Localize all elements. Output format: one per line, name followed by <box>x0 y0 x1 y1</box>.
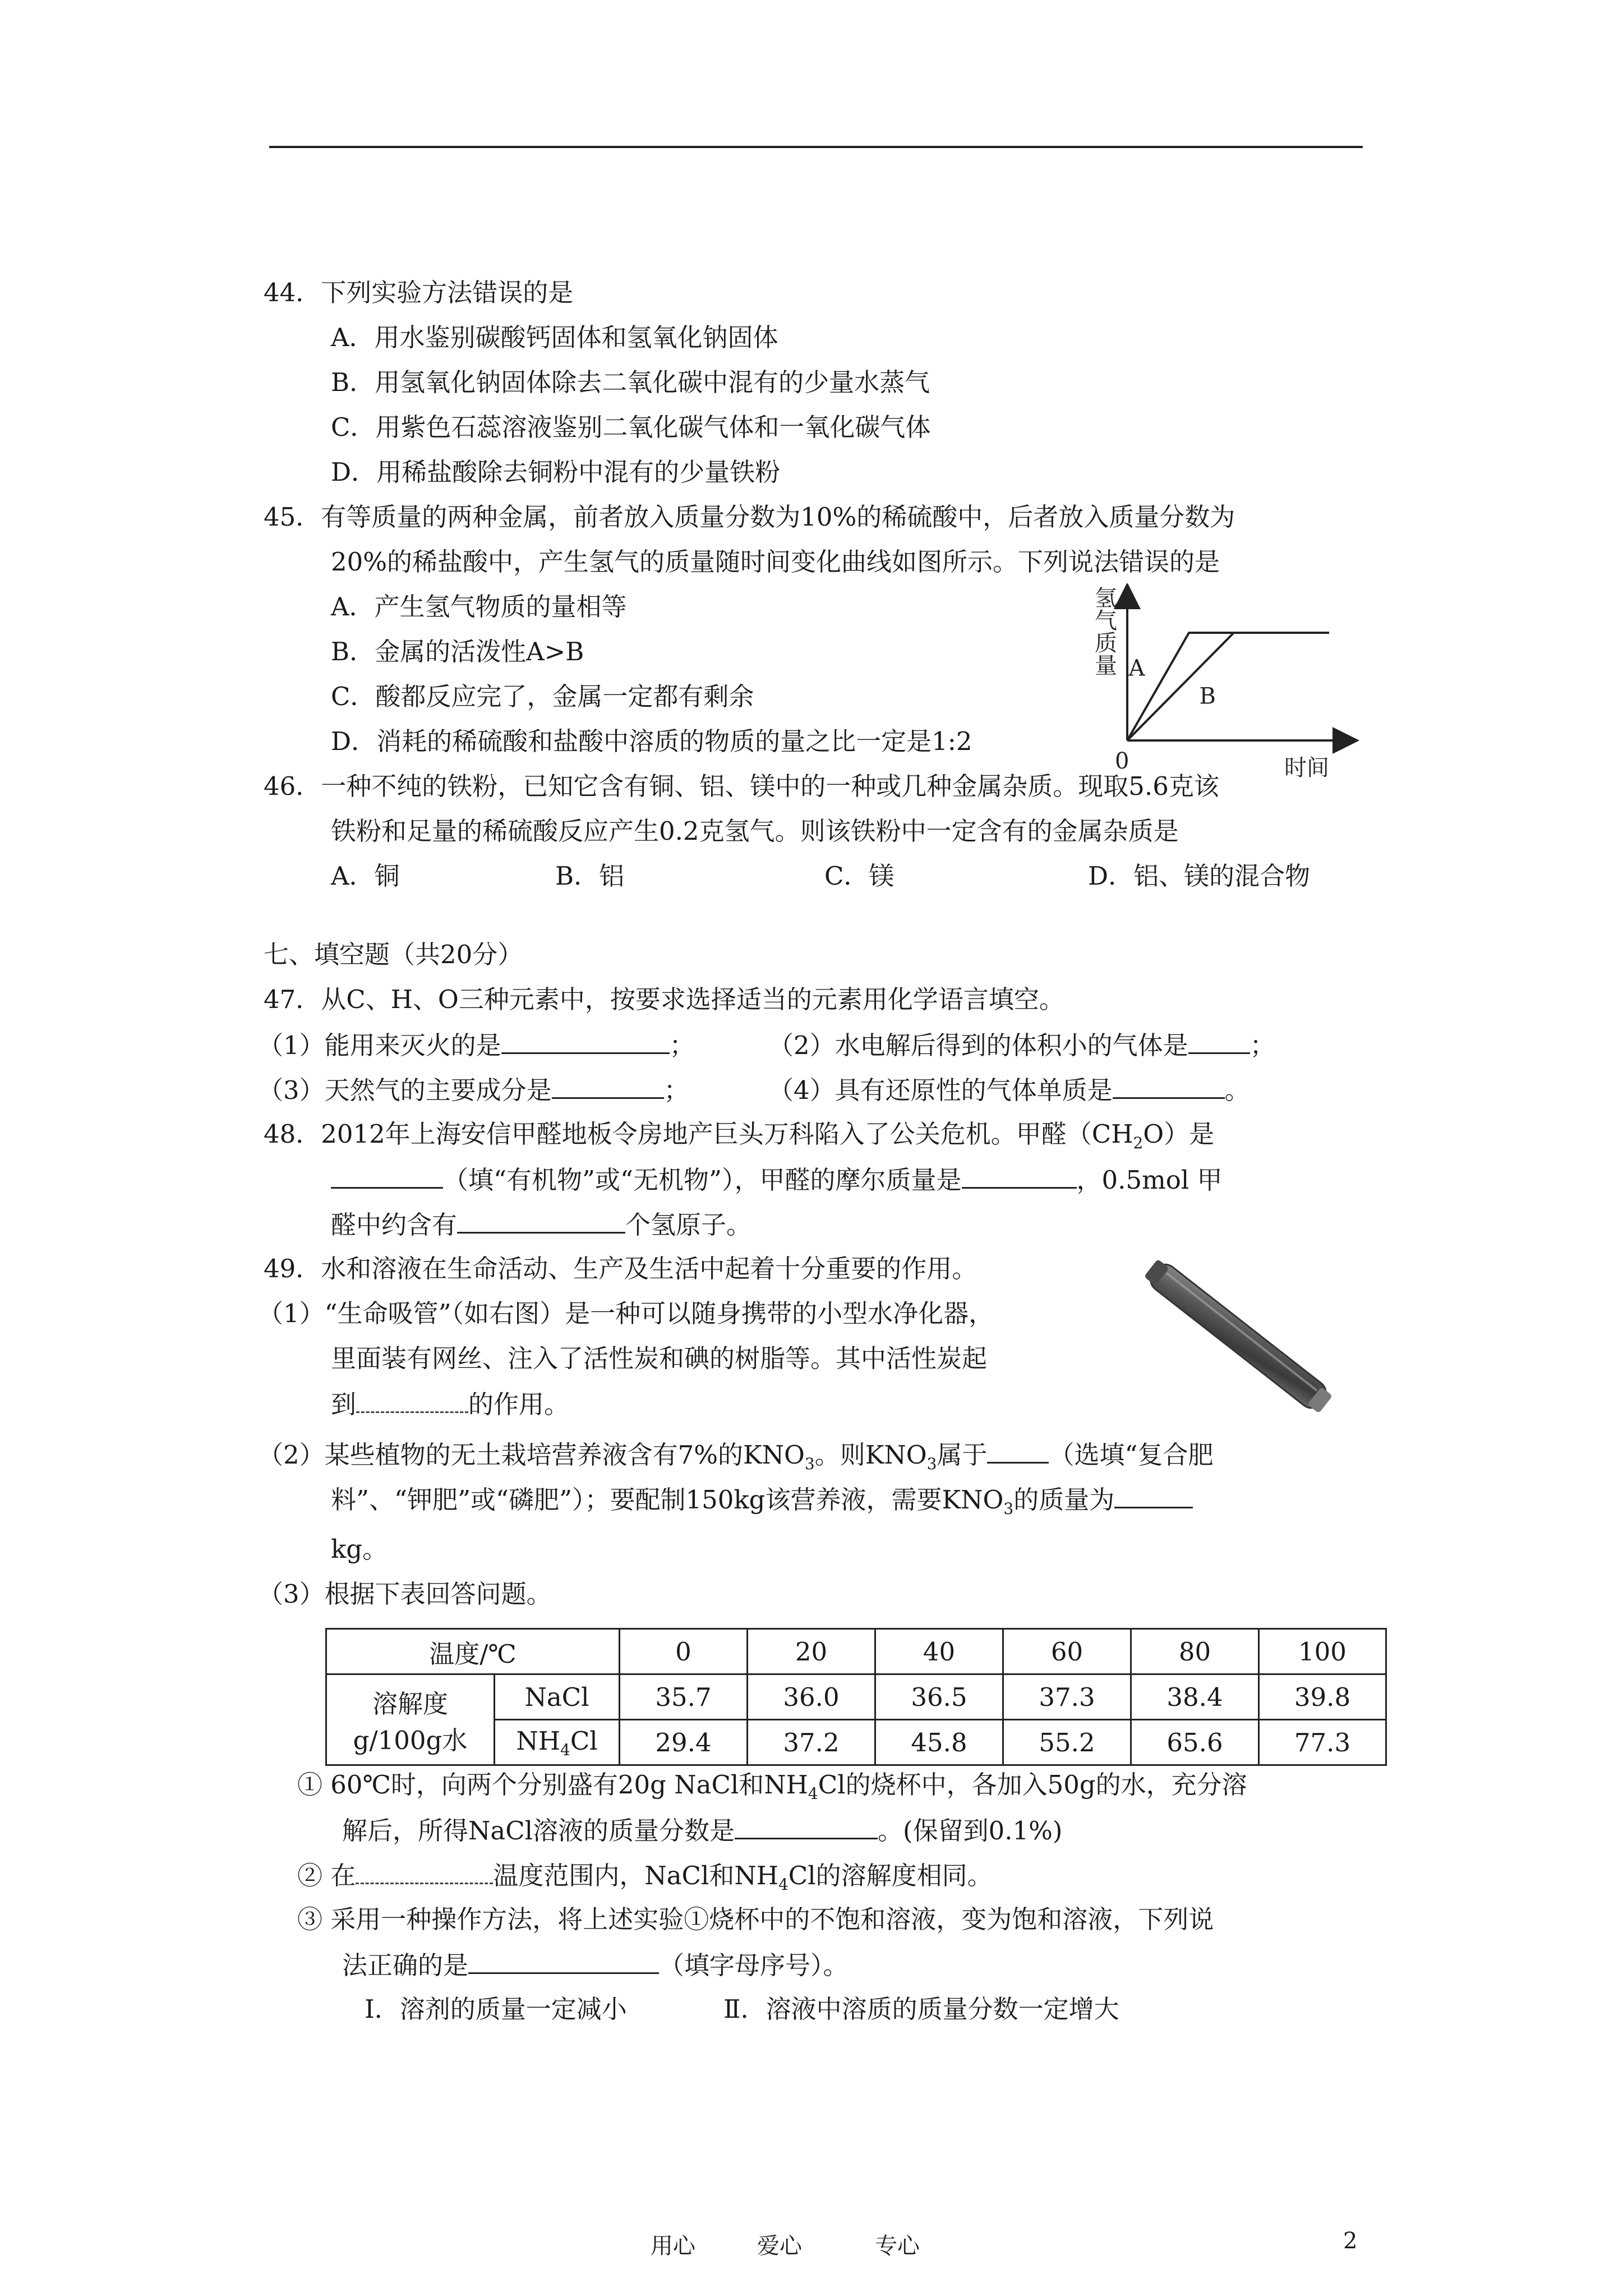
q47-blank-1[interactable] <box>501 1028 670 1054</box>
q49-c3-option-1: Ⅰ．溶剂的质量一定减小 <box>365 1994 627 2024</box>
q49-part1-line2: 里面装有网丝、注入了活性炭和碘的树脂等。其中活性炭起 <box>331 1343 988 1373</box>
table-cell: 60 <box>1003 1629 1131 1674</box>
table-cell: 45.8 <box>875 1720 1003 1765</box>
q45-stem-line1: 45．有等质量的两种金属，前者放入质量分数为10%的稀硫酸中，后者放入质量分数为 <box>264 502 1235 532</box>
table-header-row <box>326 1629 1386 1674</box>
q49-stem: 49．水和溶液在生命活动、生产及生活中起着十分重要的作用。 <box>264 1254 978 1283</box>
solubility-table-wrap <box>325 1628 1387 1766</box>
q46-option-b: B．铝 <box>555 861 625 891</box>
series-label-A: A <box>1128 655 1145 682</box>
table-cell: 38.4 <box>1131 1674 1259 1720</box>
q45-option-d: D．消耗的稀硫酸和盐酸中溶质的物质的量之比一定是1:2 <box>331 726 972 756</box>
q49-blank-2[interactable] <box>987 1437 1049 1464</box>
q47-part2: （2）水电解后得到的体积小的气体是 ； <box>768 1028 1275 1062</box>
q45-option-a: A．产生氢气物质的量相等 <box>331 592 627 622</box>
footer-text-2: 爱心 <box>757 2233 802 2259</box>
q46-option-c: C．镁 <box>824 861 895 891</box>
solubility-table <box>325 1628 1387 1766</box>
q44-stem: 44．下列实验方法错误的是 <box>264 278 574 307</box>
table-row-label: 溶解度 g/100g水 <box>326 1674 495 1765</box>
q46-stem-line2: 铁粉和足量的稀硫酸反应产生0.2克氢气。则该铁粉中一定含有的金属杂质是 <box>331 816 1179 846</box>
q49-part2-line1: （2）某些植物的无土栽培营养液含有7%的$KNO_3$。则$KNO_3$属于 （选填“复合肥 <box>258 1437 1213 1481</box>
table-cell: 39.8 <box>1259 1674 1386 1720</box>
q49-blank-1[interactable] <box>356 1387 468 1413</box>
q47-blank-4[interactable] <box>1113 1073 1225 1099</box>
q49-blank-3[interactable] <box>1114 1482 1193 1508</box>
q48-line1: 48．2012年上海安信甲醛地板令房地产巨头万科陷入了公关危机。甲醛$(CH_2O)$是 <box>264 1119 1215 1152</box>
table-cell: 29.4 <box>620 1720 748 1765</box>
table-cell: 36.0 <box>748 1674 875 1720</box>
q49-c2: ② 在 温度范围内，NaCl和$NH_4Cl$的溶解度相同。 <box>297 1858 993 1902</box>
q49-blank-6[interactable] <box>468 1948 659 1974</box>
q49-c1-line2: 解后，所得NaCl溶液的质量分数是 。(保留到0.1%) <box>342 1813 1062 1848</box>
chart-origin-label: 0 <box>1115 748 1129 774</box>
q46-option-d: D．铝、镁的混合物 <box>1088 861 1311 891</box>
table-cell: 40 <box>875 1629 1003 1674</box>
q45-option-c: C．酸都反应完了，金属一定都有剩余 <box>331 682 754 711</box>
table-cell: 0 <box>620 1629 748 1674</box>
q47-blank-2[interactable] <box>1188 1028 1250 1054</box>
q49-c3-line2: 法正确的是 （填字母序号）。 <box>342 1948 849 1982</box>
q44-option-a: A．用水鉴别碳酸钙固体和氢氧化钠固体 <box>331 323 778 352</box>
q44-option-c: C．用紫色石蕊溶液鉴别二氧化碳气体和一氧化碳气体 <box>331 412 931 442</box>
table-header-temp: 温度/℃ <box>326 1629 620 1674</box>
table-cell: 77.3 <box>1259 1720 1386 1765</box>
chart-xlabel: 时间 <box>1284 755 1329 780</box>
q49-part3-heading: （3）根据下表回答问题。 <box>258 1579 552 1609</box>
q47-part4: （4）具有还原性的气体单质是 。 <box>768 1073 1250 1107</box>
table-cell: 80 <box>1131 1629 1259 1674</box>
q49-blank-5[interactable] <box>356 1858 493 1884</box>
hydrogen-mass-chart <box>1082 583 1363 780</box>
q49-c1-line1: ① 60℃时，向两个分别盛有20g NaCl和$NH_4Cl$的烧杯中，各加入50g的水，充分溶 <box>297 1770 1247 1803</box>
q48-line2: （填“有机物”或“无机物”），甲醛的摩尔质量是 ，0.5mol 甲 <box>331 1162 1223 1197</box>
q46-stem-line1: 46．一种不纯的铁粉，已知它含有铜、铝、镁中的一种或几种金属杂质。现取5.6克该 <box>264 771 1219 801</box>
q47-part1: （1）能用来灭火的是 ； <box>258 1028 695 1062</box>
table-cell: 37.2 <box>748 1720 875 1765</box>
q48-blank-2[interactable] <box>962 1162 1077 1189</box>
q49-part2-line2: 料”、“钾肥”或“磷肥”）；要配制150kg该营养液，需要$KNO_3$的质量为 <box>331 1482 1193 1526</box>
q49-blank-4[interactable] <box>735 1813 878 1839</box>
q48-blank-1[interactable] <box>331 1162 443 1189</box>
q49-part2-line3: kg。 <box>331 1534 388 1564</box>
q49-c3-option-2: Ⅱ．溶液中溶质的质量分数一定增大 <box>723 1994 1119 2024</box>
q49-part1-line1: （1）“生命吸管”（如右图）是一种可以随身携带的小型水净化器， <box>258 1299 994 1328</box>
table-substance-nh4cl: $NH_4Cl$ <box>495 1720 620 1765</box>
q45-option-b: B．金属的活泼性A>B <box>331 637 584 666</box>
table-cell: 20 <box>748 1629 875 1674</box>
footer-text-3: 专心 <box>875 2233 920 2259</box>
table-row-nacl <box>326 1674 1386 1720</box>
table-cell: 65.6 <box>1131 1720 1259 1765</box>
table-cell: 37.3 <box>1003 1674 1131 1720</box>
q45-stem-line2: 20%的稀盐酸中，产生氢气的质量随时间变化曲线如图所示。下列说法错误的是 <box>331 547 1220 577</box>
q48-blank-3[interactable] <box>457 1207 625 1234</box>
q47-stem: 47．从C、H、O三种元素中，按要求选择适当的元素用化学语言填空。 <box>264 984 1064 1014</box>
series-line-A <box>1127 633 1329 740</box>
q49-c3-line1: ③ 采用一种操作方法，将上述实验①烧杯中的不饱和溶液，变为饱和溶液，下列说 <box>297 1904 1214 1934</box>
q48-line3: 醛中约含有 个氢原子。 <box>331 1207 751 1242</box>
table-substance-nacl: NaCl <box>495 1674 620 1720</box>
page-number: 2 <box>1343 2228 1358 2254</box>
q49-part1-line3: 到 的作用。 <box>331 1387 569 1421</box>
table-cell: 55.2 <box>1003 1720 1131 1765</box>
q44-option-d: D．用稀盐酸除去铜粉中混有的少量铁粉 <box>331 457 781 487</box>
table-cell: 100 <box>1259 1629 1386 1674</box>
series-label-B: B <box>1199 683 1216 710</box>
life-straw-image <box>1137 1241 1339 1432</box>
table-cell: 36.5 <box>875 1674 1003 1720</box>
q46-option-a: A．铜 <box>331 861 400 891</box>
section-heading: 七、填空题（共20分） <box>264 940 523 969</box>
header-rule <box>269 146 1363 148</box>
q44-option-b: B．用氢氧化钠固体除去二氧化碳中混有的少量水蒸气 <box>331 367 930 397</box>
q47-part3: （3）天然气的主要成分是 ； <box>258 1073 689 1107</box>
footer-text-1: 用心 <box>651 2233 695 2259</box>
table-cell: 35.7 <box>620 1674 748 1720</box>
chart-ylabel: 氢气质量 <box>1095 586 1117 679</box>
q47-blank-3[interactable] <box>552 1073 664 1099</box>
